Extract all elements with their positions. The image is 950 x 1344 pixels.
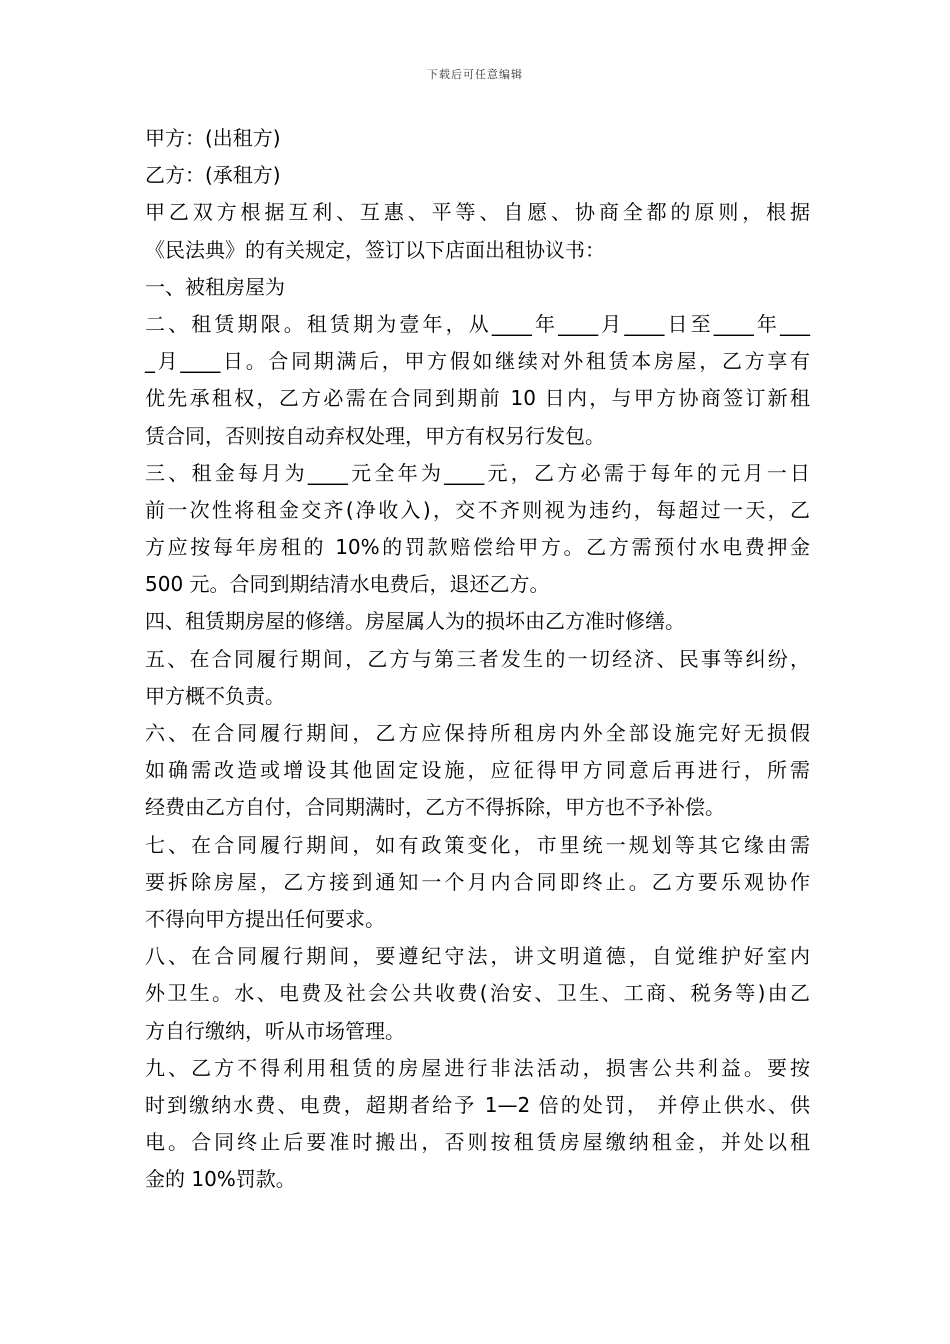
text-line: 赁合同，否则按自动弃权处理，甲方有权另行发包。: [145, 423, 605, 448]
text-line: _月____日。合同期满后，甲方假如继续对外租赁本房屋，乙方享有: [145, 349, 810, 374]
text-line: 外卫生。水、电费及社会公共收费(治安、卫生、工商、税务等)由乙: [145, 981, 810, 1006]
text-line: 电。合同终止后要准时搬出，否则按租赁房屋缴纳租金，并处以租: [145, 1130, 810, 1155]
text-line: 三、租金每月为____元全年为____元，乙方必需于每年的元月一日: [145, 460, 810, 485]
text-line: 如确需改造或增设其他固定设施，应征得甲方同意后再进行，所需: [145, 758, 810, 783]
text-line: 优先承租权，乙方必需在合同到期前 10 日内，与甲方协商签订新租: [145, 386, 810, 411]
text-line: 经费由乙方自付，合同期满时，乙方不得拆除，甲方也不予补偿。: [145, 795, 725, 820]
text-line: 甲方概不负责。: [145, 683, 285, 708]
text-line: 方自行缴纳，听从市场管理。: [145, 1018, 405, 1043]
text-line: 八、在合同履行期间，要遵纪守法，讲文明道德，自觉维护好室内: [145, 944, 810, 969]
text-line: 五、在合同履行期间，乙方与第三者发生的一切经济、民事等纠纷，: [145, 646, 810, 671]
text-line: 七、在合同履行期间，如有政策变化，市里统一规划等其它缘由需: [145, 832, 810, 857]
text-line: 前一次性将租金交齐(净收入)，交不齐则视为违约，每超过一天，乙: [145, 497, 810, 522]
text-line: 六、在合同履行期间，乙方应保持所租房内外全部设施完好无损假: [145, 721, 810, 745]
text-line: 二、租赁期限。租赁期为壹年，从____年____月____日至____年___: [145, 311, 810, 336]
text-line: 金的 10%罚款。: [145, 1167, 296, 1192]
text-line: 要拆除房屋，乙方接到通知一个月内合同即终止。乙方要乐观协作: [145, 869, 810, 894]
contract-body: [145, 120, 810, 1198]
text-line: 甲方：(出租方): [145, 126, 281, 150]
text-line: 四、租赁期房屋的修缮。房屋属人为的损坏由乙方准时修缮。: [145, 609, 685, 634]
text-line: 《民法典》的有关规定，签订以下店面出租协议书：: [145, 237, 605, 262]
text-line: 乙方：(承租方): [145, 163, 281, 188]
text-line: 方应按每年房租的 10%的罚款赔偿给甲方。乙方需预付水电费押金: [145, 535, 810, 560]
text-line: 时到缴纳水费、电费，超期者给予 1—2 倍的处罚， 并停止供水、供: [145, 1092, 810, 1117]
text-line: 不得向甲方提出任何要求。: [145, 906, 385, 931]
text-line: 甲乙双方根据互利、互惠、平等、自愿、协商全都的原则，根据: [145, 200, 810, 225]
text-line: 500 元。合同到期结清水电费后，退还乙方。: [145, 572, 550, 597]
page-header-note: 下载后可任意编辑: [427, 68, 523, 81]
text-line: 九、乙方不得利用租赁的房屋进行非法活动，损害公共利益。要按: [145, 1055, 810, 1080]
text-line: 一、被租房屋为: [145, 274, 285, 299]
